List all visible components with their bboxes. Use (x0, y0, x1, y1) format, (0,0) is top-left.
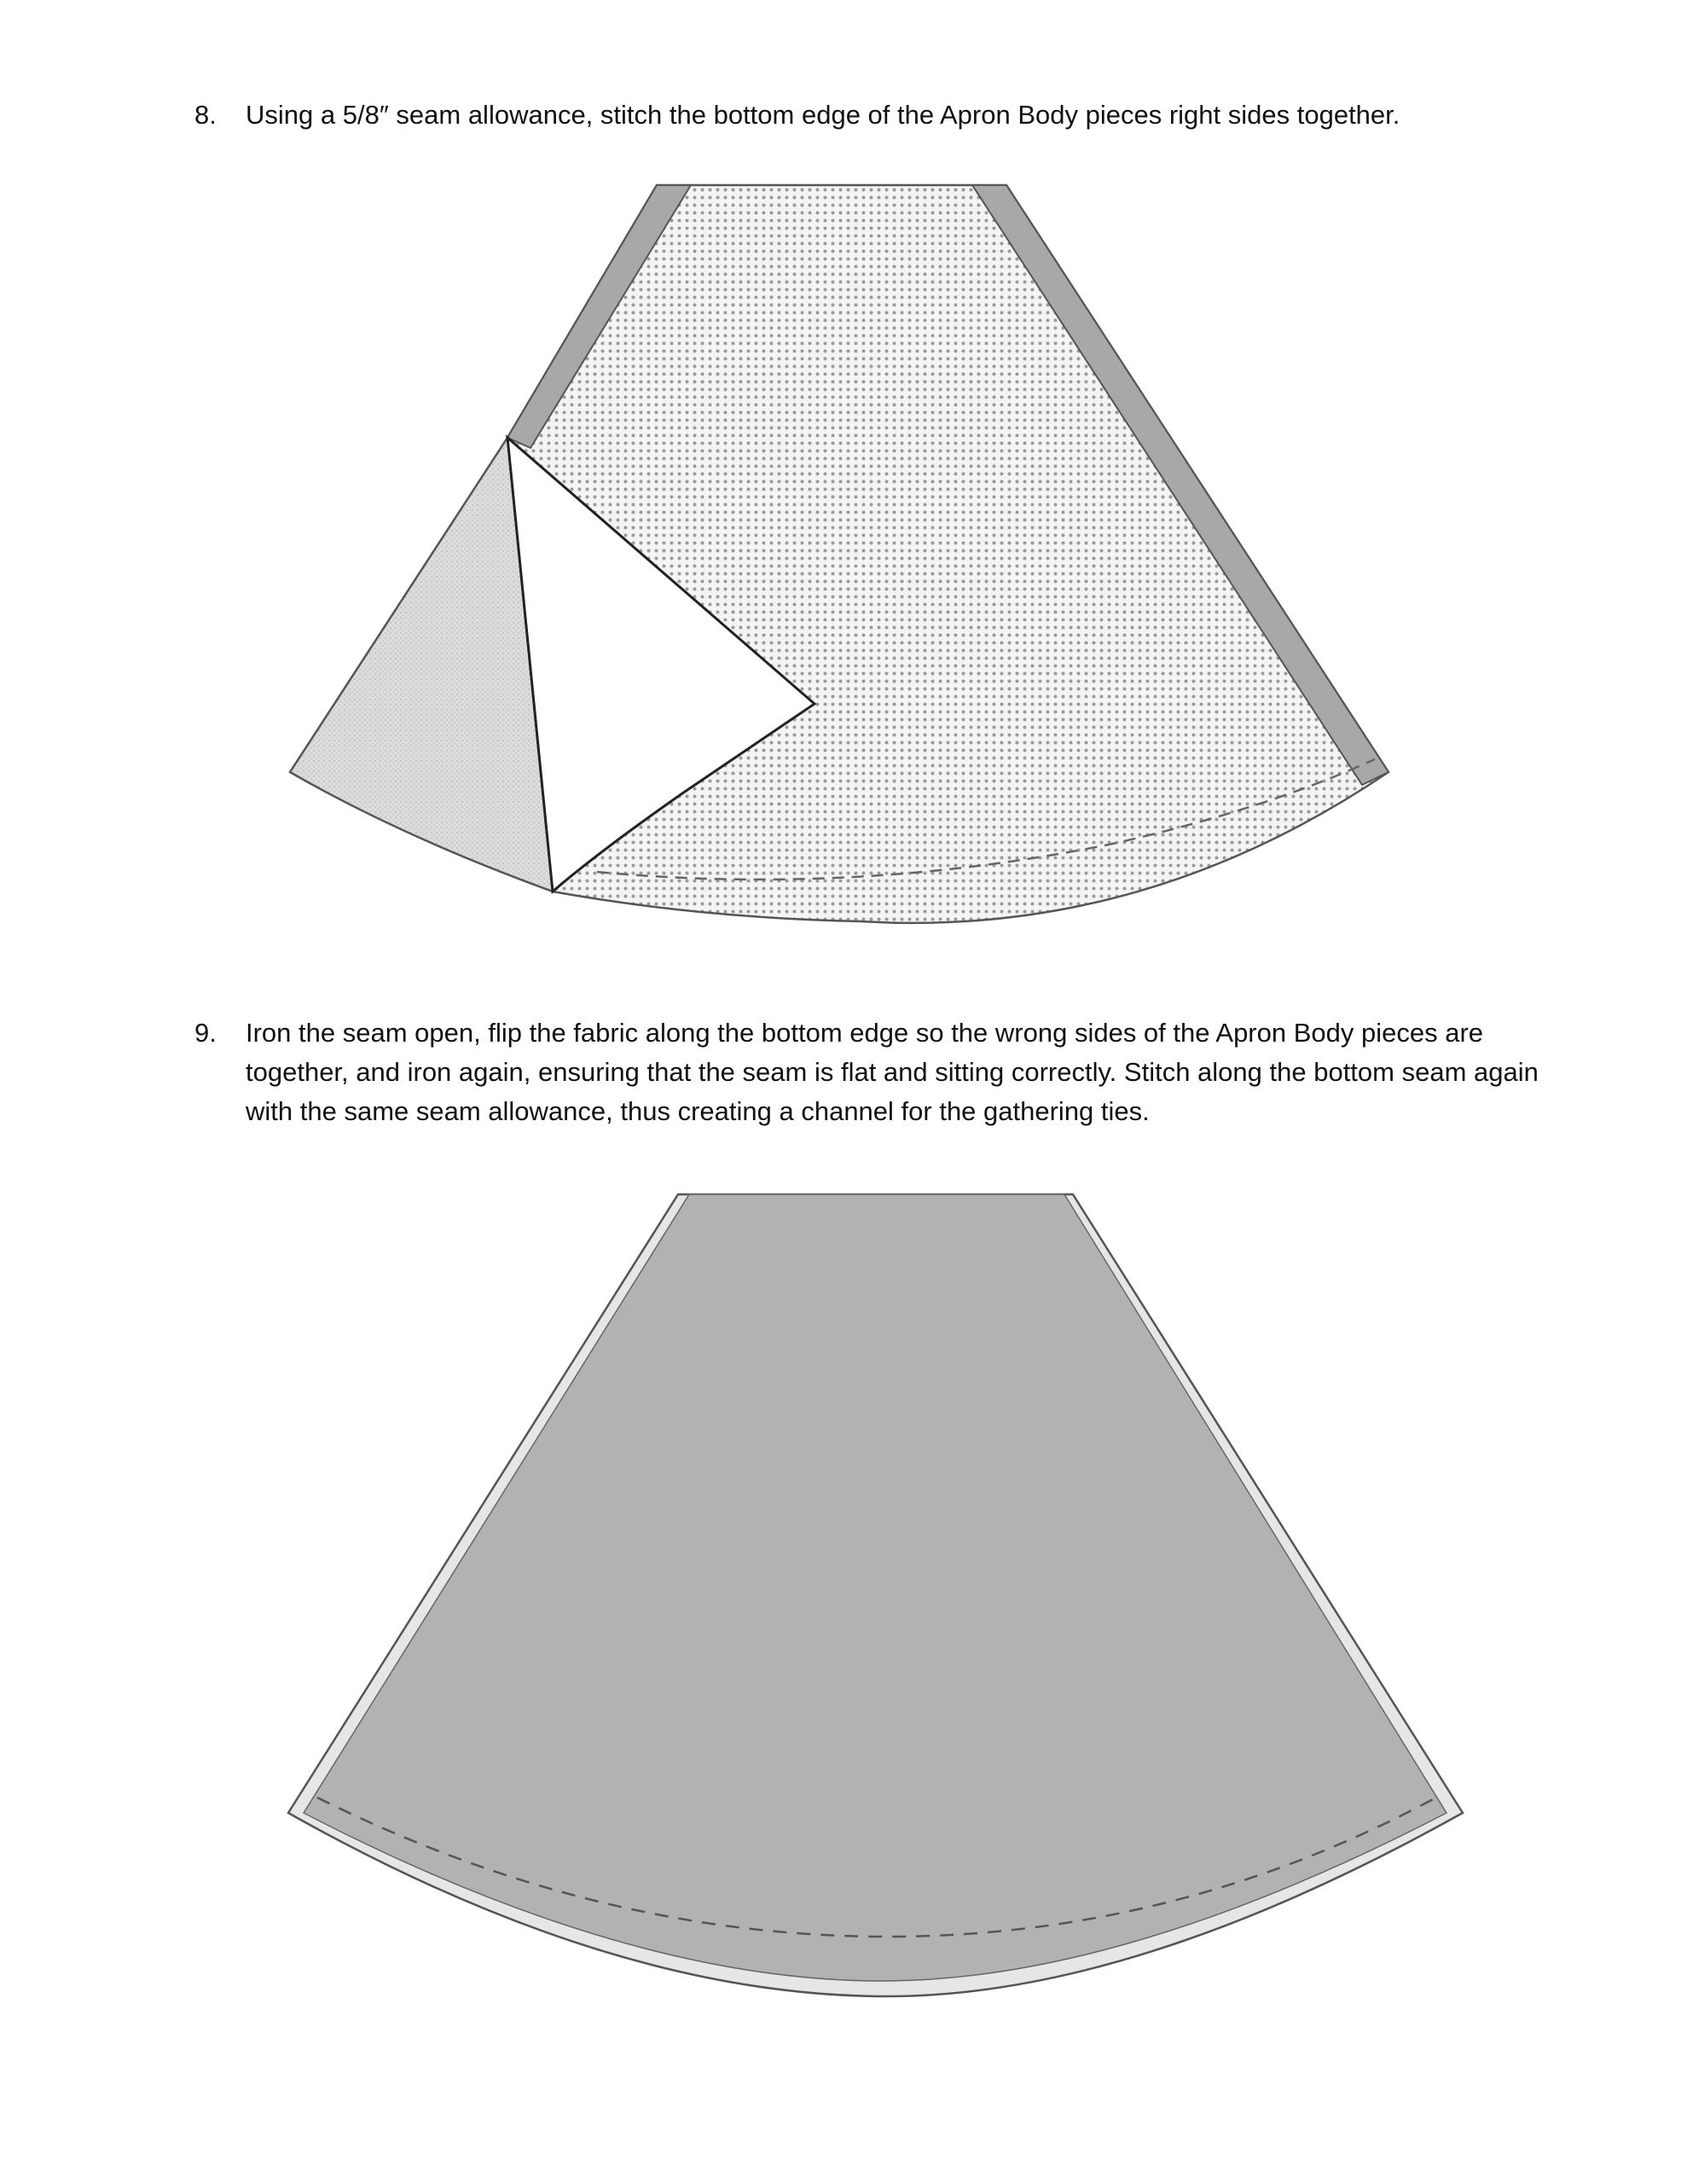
apron-body-right-sides-together-illustration (0, 171, 1687, 956)
step-8 (194, 96, 1559, 135)
step-instruction: Iron the seam open, flip the fabric along the bottom edge so the wrong sides of the Apron Body pieces are together, and iron again, ensuring that the seam is flat and sitting correctly. Stitch along the bottom seam again with the same seam allowance, thus creating a channel for the gathering ties. (246, 1018, 1539, 1126)
apron-body (304, 1194, 1446, 1981)
step-number: 9. (194, 1018, 217, 1048)
step-9 (194, 1014, 1559, 1131)
apron-body-channel-illustration (0, 1177, 1687, 2013)
step-number: 8. (194, 100, 217, 130)
step-instruction: Using a 5/8″ seam allowance, stitch the bottom edge of the Apron Body pieces right sides together. (246, 100, 1400, 130)
